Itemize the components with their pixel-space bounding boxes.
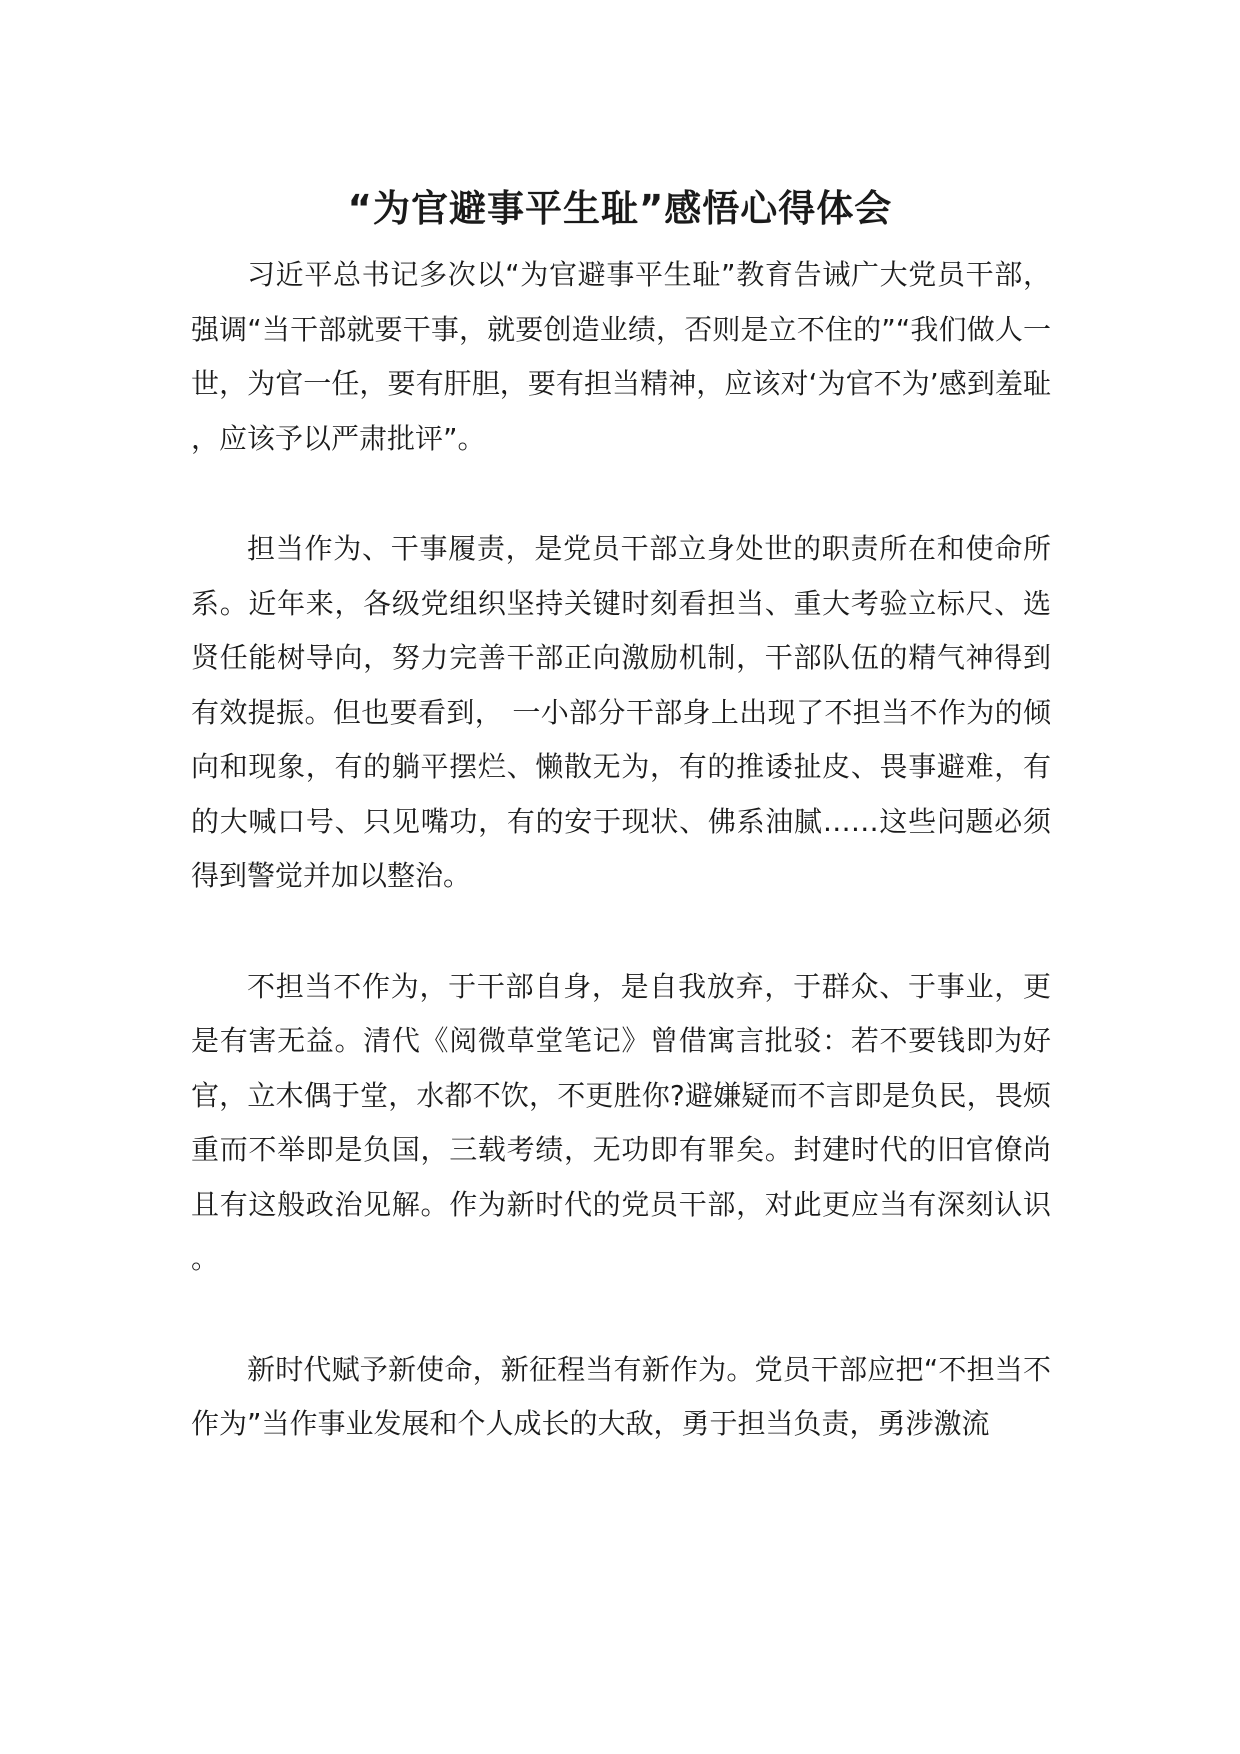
paragraph: 担当作为、干事履责，是党员干部立身处世的职责所在和使命所系。近年来，各级党组织坚持关键时刻看担当、重大考验立标尺、选贤任能树导向，努力完善干部正向激励机制，干部队伍的精气神得到有效提振。但也要看到， 一小部分干部身上出现了不担当不作为的倾向和现象，有的躺平摆烂、懒散无为，有的推诿扯皮、畏事避难，有的大喊口号、只见嘴功，有的安于现状、佛系油腻……这些问题必须得到警觉并加以整治。 [191, 532, 1051, 892]
document-body [191, 248, 1051, 1508]
paragraph: 新时代赋予新使命，新征程当有新作为。党员干部应把“不担当不作为”当作事业发展和个人成长的大敌，勇于担当负责，勇涉激流 [191, 1352, 1051, 1440]
paragraph: 习近平总书记多次以“为官避事平生耻”教育告诫广大党员干部，强调“当干部就要干事，就要创造业绩，否则是立不住的”“我们做人一世，为官一任，要有肝胆，要有担当精神，应该对‘为官不为’感到羞耻，应该予以严肃批评”。 [191, 258, 1051, 455]
document-title: “为官避事平生耻”感悟心得体会 [347, 187, 893, 230]
paragraph: 不担当不作为，于干部自身，是自我放弃，于群众、于事业，更是有害无益。清代《阅微草堂笔记》曾借寓言批驳：若不要钱即为好官，立木偶于堂，水都不饮，不更胜你?避嫌疑而不言即是负民，畏烦重而不举即是负国，三载考绩，无功即有罪矣。封建时代的旧官僚尚且有这般政治见解。作为新时代的党员干部，对此更应当有深刻认识。 [191, 969, 1051, 1275]
